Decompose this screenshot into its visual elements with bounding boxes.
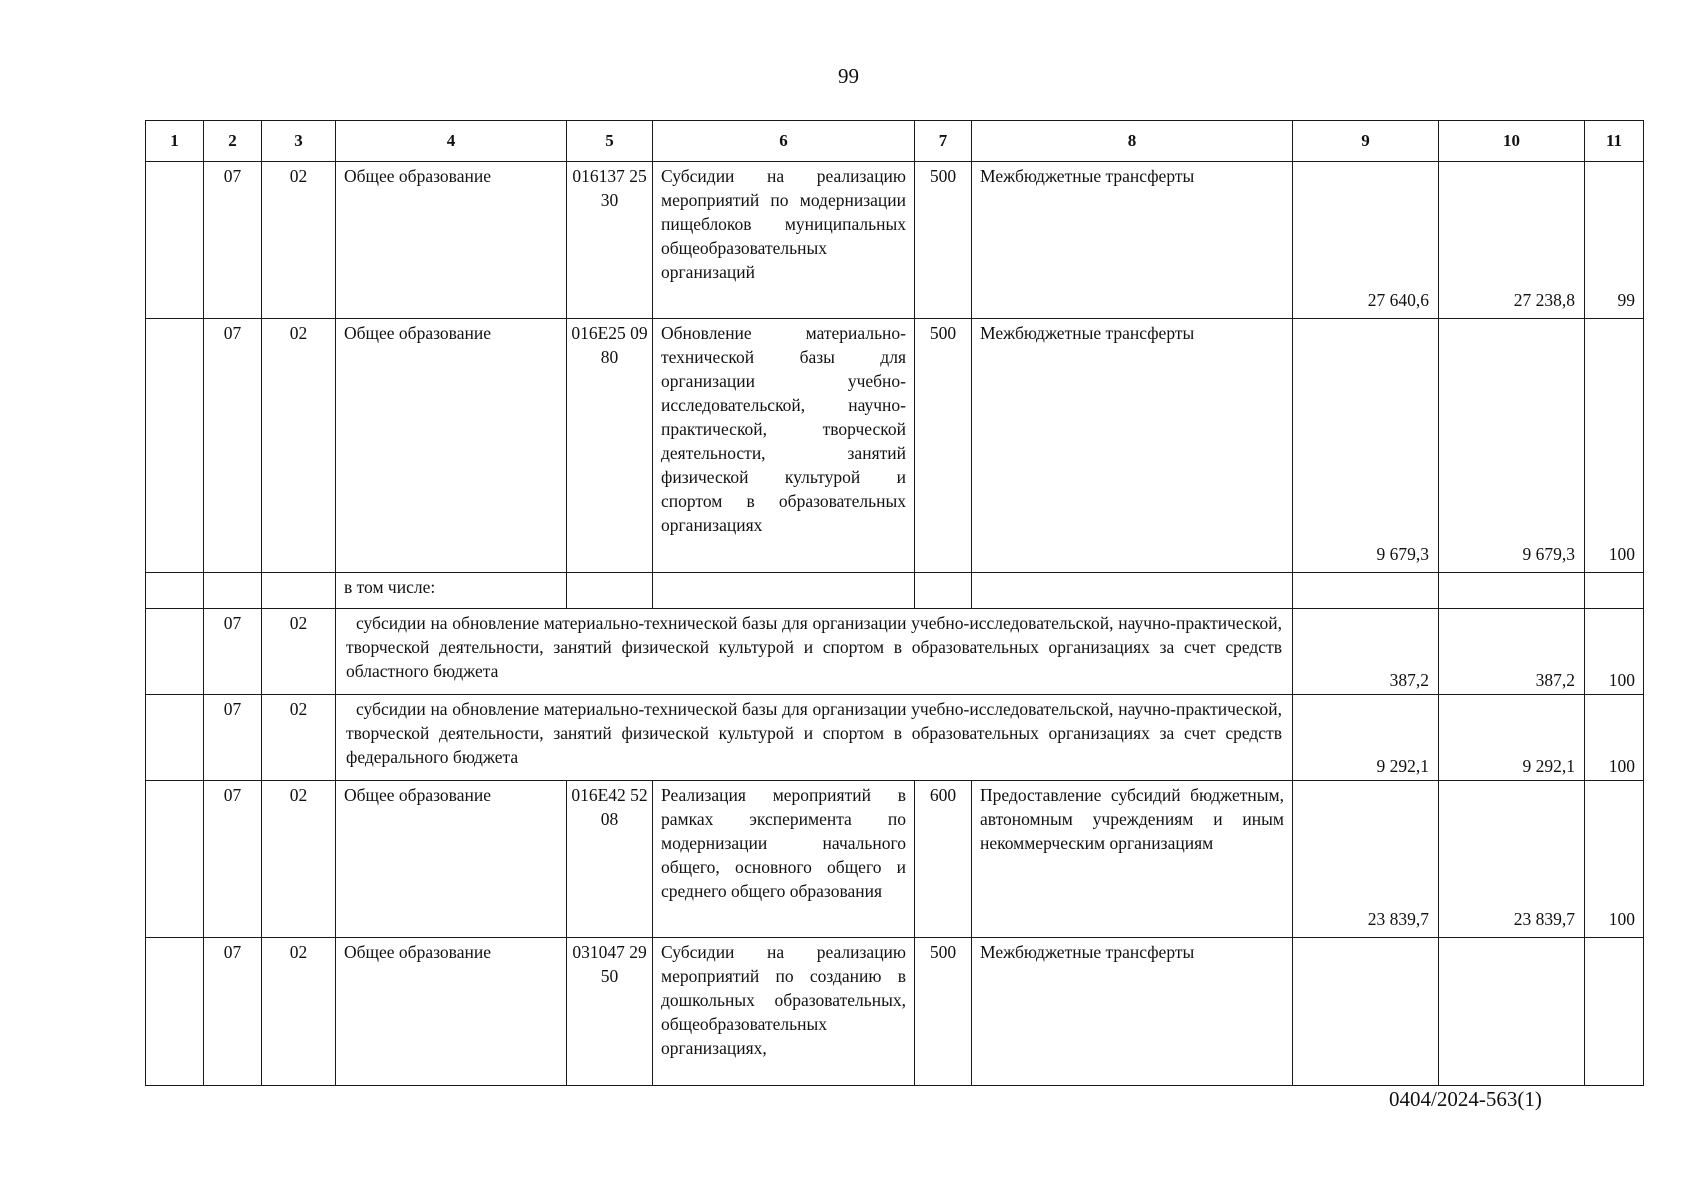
document-code: 0404/2024-563(1) [1389, 1087, 1542, 1111]
cell-section: 07 [204, 609, 262, 695]
cell-name: Общее образование [336, 781, 567, 938]
column-header-9: 9 [1293, 121, 1439, 162]
cell-planned-amount [1293, 938, 1439, 1086]
cell-description: Обновление материально-технической базы для организации учебно-исследовательской, научно-практической, творческой деятельности, занятий физической культурой и спортом в образовательных организациях [653, 319, 915, 573]
cell-target-code: 031047 2950 [567, 938, 653, 1086]
table-row [146, 319, 1644, 573]
column-header-6: 6 [653, 121, 915, 162]
empty-cell [146, 609, 204, 695]
cell-col1 [146, 781, 204, 938]
column-header-4: 4 [336, 121, 567, 162]
cell-col1 [146, 162, 204, 319]
cell-subsection: 02 [262, 695, 336, 781]
cell-description: Субсидии на реализацию мероприятий по созданию в дошкольных образовательных, общеобразовательных организациях, [653, 938, 915, 1086]
empty-cell [204, 573, 262, 609]
cell-percent: 99 [1585, 162, 1644, 319]
cell-actual-amount: 9 679,3 [1439, 319, 1585, 573]
cell-sub-description: субсидии на обновление материально-технической базы для организации учебно-исследовательской, научно-практической, творческой деятельности, занятий физической культурой и спортом в образовательных организациях за счет средств федерального бюджета [336, 695, 1293, 781]
cell-expense-type: Межбюджетные трансферты [972, 162, 1293, 319]
cell-actual-amount: 23 839,7 [1439, 781, 1585, 938]
cell-sub-description: субсидии на обновление материально-технической базы для организации учебно-исследовательской, научно-практической, творческой деятельности, занятий физической культурой и спортом в образовательных организациях за счет средств областного бюджета [336, 609, 1293, 695]
empty-cell [1585, 573, 1644, 609]
cell-target-code: 016137 2530 [567, 162, 653, 319]
header-row [146, 121, 1644, 162]
cell-section: 07 [204, 162, 262, 319]
empty-cell [146, 573, 204, 609]
cell-expense-type-code: 500 [915, 938, 972, 1086]
table-row [146, 781, 1644, 938]
cell-section: 07 [204, 319, 262, 573]
cell-subsection: 02 [262, 319, 336, 573]
cell-subsection: 02 [262, 938, 336, 1086]
empty-cell [1293, 573, 1439, 609]
column-header-8: 8 [972, 121, 1293, 162]
cell-col1 [146, 319, 204, 573]
table-row [146, 938, 1644, 1086]
empty-cell [567, 573, 653, 609]
cell-planned-amount: 9 292,1 [1293, 695, 1439, 781]
cell-description: Субсидии на реализацию мероприятий по модернизации пищеблоков муниципальных общеобразовательных организаций [653, 162, 915, 319]
cell-percent [1585, 938, 1644, 1086]
budget-table [145, 120, 1644, 1086]
cell-section: 07 [204, 781, 262, 938]
cell-name: Общее образование [336, 938, 567, 1086]
cell-actual-amount [1439, 938, 1585, 1086]
cell-actual-amount: 9 292,1 [1439, 695, 1585, 781]
column-header-11: 11 [1585, 121, 1644, 162]
cell-name: Общее образование [336, 319, 567, 573]
cell-expense-type-code: 600 [915, 781, 972, 938]
cell-expense-type: Межбюджетные трансферты [972, 938, 1293, 1086]
table-row [146, 162, 1644, 319]
cell-percent: 100 [1585, 609, 1644, 695]
cell-target-code: 016Е42 5208 [567, 781, 653, 938]
including-row [146, 573, 1644, 609]
including-label: в том числе: [336, 573, 567, 609]
column-header-1: 1 [146, 121, 204, 162]
cell-percent: 100 [1585, 695, 1644, 781]
column-header-3: 3 [262, 121, 336, 162]
cell-percent: 100 [1585, 781, 1644, 938]
page-number: 99 [838, 64, 859, 88]
cell-section: 07 [204, 695, 262, 781]
cell-expense-type: Межбюджетные трансферты [972, 319, 1293, 573]
cell-description: Реализация мероприятий в рамках эксперимента по модернизации начального общего, основного общего и среднего общего образования [653, 781, 915, 938]
cell-expense-type-code: 500 [915, 319, 972, 573]
empty-cell [146, 695, 204, 781]
cell-section: 07 [204, 938, 262, 1086]
cell-expense-type-code: 500 [915, 162, 972, 319]
cell-planned-amount: 23 839,7 [1293, 781, 1439, 938]
cell-percent: 100 [1585, 319, 1644, 573]
cell-planned-amount: 387,2 [1293, 609, 1439, 695]
table-row [146, 695, 1644, 781]
column-header-10: 10 [1439, 121, 1585, 162]
cell-planned-amount: 9 679,3 [1293, 319, 1439, 573]
empty-cell [1439, 573, 1585, 609]
cell-actual-amount: 387,2 [1439, 609, 1585, 695]
empty-cell [972, 573, 1293, 609]
cell-subsection: 02 [262, 609, 336, 695]
cell-name: Общее образование [336, 162, 567, 319]
cell-planned-amount: 27 640,6 [1293, 162, 1439, 319]
empty-cell [915, 573, 972, 609]
cell-col1 [146, 938, 204, 1086]
table-row [146, 609, 1644, 695]
column-header-2: 2 [204, 121, 262, 162]
cell-subsection: 02 [262, 162, 336, 319]
cell-expense-type: Предоставление субсидий бюджетным, автономным учреждениям и иным некоммерческим организациям [972, 781, 1293, 938]
cell-target-code: 016Е25 0980 [567, 319, 653, 573]
cell-actual-amount: 27 238,8 [1439, 162, 1585, 319]
column-header-5: 5 [567, 121, 653, 162]
column-header-7: 7 [915, 121, 972, 162]
empty-cell [262, 573, 336, 609]
cell-subsection: 02 [262, 781, 336, 938]
empty-cell [653, 573, 915, 609]
